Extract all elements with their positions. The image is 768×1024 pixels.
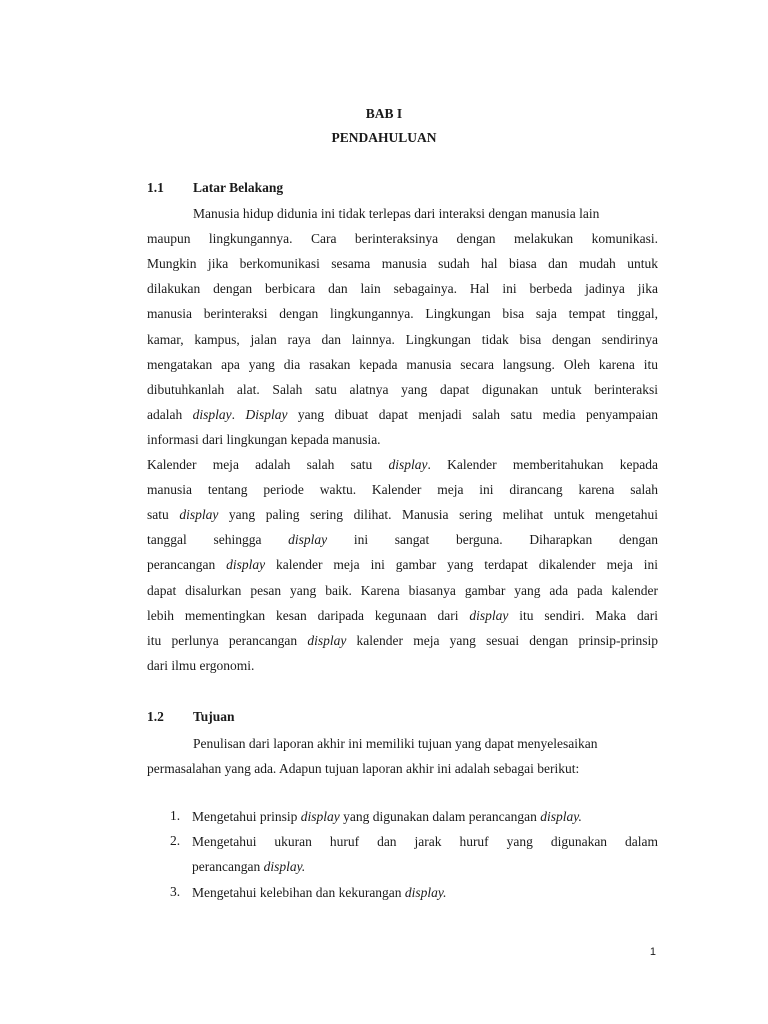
list-item-number: 1. — [170, 808, 181, 823]
body-text-line: dari ilmu ergonomi. — [147, 657, 255, 673]
section-number: 1.1 — [147, 180, 164, 195]
body-text-line: tanggal sehingga display ini sangat berguna. Diharapkan dengan — [147, 532, 658, 548]
section-heading-1-2 — [147, 709, 547, 727]
list-item-number: 3. — [170, 884, 181, 899]
body-text-line: itu perlunya perancangan display kalender meja yang sesuai dengan prinsip-prinsip — [147, 632, 658, 648]
body-text-line: Mungkin jika berkomunikasi sesama manusia sudah hal biasa dan mudah untuk — [147, 256, 658, 272]
body-text-line: informasi dari lingkungan kepada manusia. — [147, 431, 381, 447]
list-item-text: perancangan display. — [192, 859, 306, 874]
list-item-number: 2. — [170, 833, 181, 848]
body-text-line: maupun lingkungannya. Cara berinteraksinya dengan melakukan komunikasi. — [147, 231, 658, 247]
body-text-line: manusia tentang periode waktu. Kalender meja ini dirancang karena salah — [147, 482, 658, 498]
list-item-text: Mengetahui ukuran huruf dan jarak huruf yang digunakan dalam — [192, 834, 658, 849]
body-text-line: perancangan display kalender meja ini gambar yang terdapat dikalender meja ini — [147, 557, 658, 573]
body-text-line: adalah display. Display yang dibuat dapat menjadi salah satu media penyampaian — [147, 406, 659, 422]
body-text-line: dibutuhkanlah alat. Salah satu alatnya yang dapat digunakan untuk berinteraksi — [147, 381, 658, 397]
body-text-line: permasalahan yang ada. Adapun tujuan laporan akhir ini adalah sebagai berikut: — [147, 761, 580, 776]
body-text-line: manusia berinteraksi dengan lingkungannya. Lingkungan bisa saja tempat tinggal, — [147, 306, 658, 322]
body-text-line: mengatakan apa yang dia rasakan kepada manusia secara langsung. Oleh karena itu — [147, 356, 658, 372]
section-number: 1.2 — [147, 709, 164, 724]
body-text-line: kamar, kampus, jalan raya dan lainnya. Lingkungan tidak bisa dengan sendirinya — [147, 331, 658, 347]
body-text-line: Manusia hidup didunia ini tidak terlepas dari interaksi dengan manusia lain — [193, 206, 600, 221]
body-text-line: dilakukan dengan berbicara dan lain sebagainya. Hal ini berbeda jadinya jika — [147, 281, 658, 297]
list-item-text: Mengetahui kelebihan dan kekurangan display. — [192, 885, 447, 900]
section-heading-1-1 — [147, 180, 547, 198]
body-text-line: Kalender meja adalah salah satu display. Kalender memberitahukan kepada — [147, 457, 658, 472]
section-title: Latar Belakang — [193, 180, 284, 195]
body-text-line: Penulisan dari laporan akhir ini memiliki tujuan yang dapat menyelesaikan — [193, 736, 598, 751]
body-text-line: lebih mementingkan kesan daripada kegunaan dari display itu sendiri. Maka dari — [147, 607, 658, 623]
chapter-label: BAB I — [365, 106, 403, 121]
section-title: Tujuan — [193, 709, 235, 724]
list-item-text: Mengetahui prinsip display yang digunakan dalam perancangan display. — [192, 809, 582, 824]
chapter-title: PENDAHULUAN — [331, 130, 437, 145]
page-number: 1 — [649, 946, 656, 958]
body-text-line: satu display yang paling sering dilihat. Manusia sering melihat untuk mengetahui — [147, 507, 659, 523]
body-text-line: dapat disalurkan pesan yang baik. Karena biasanya gambar yang ada pada kalender — [147, 582, 658, 598]
